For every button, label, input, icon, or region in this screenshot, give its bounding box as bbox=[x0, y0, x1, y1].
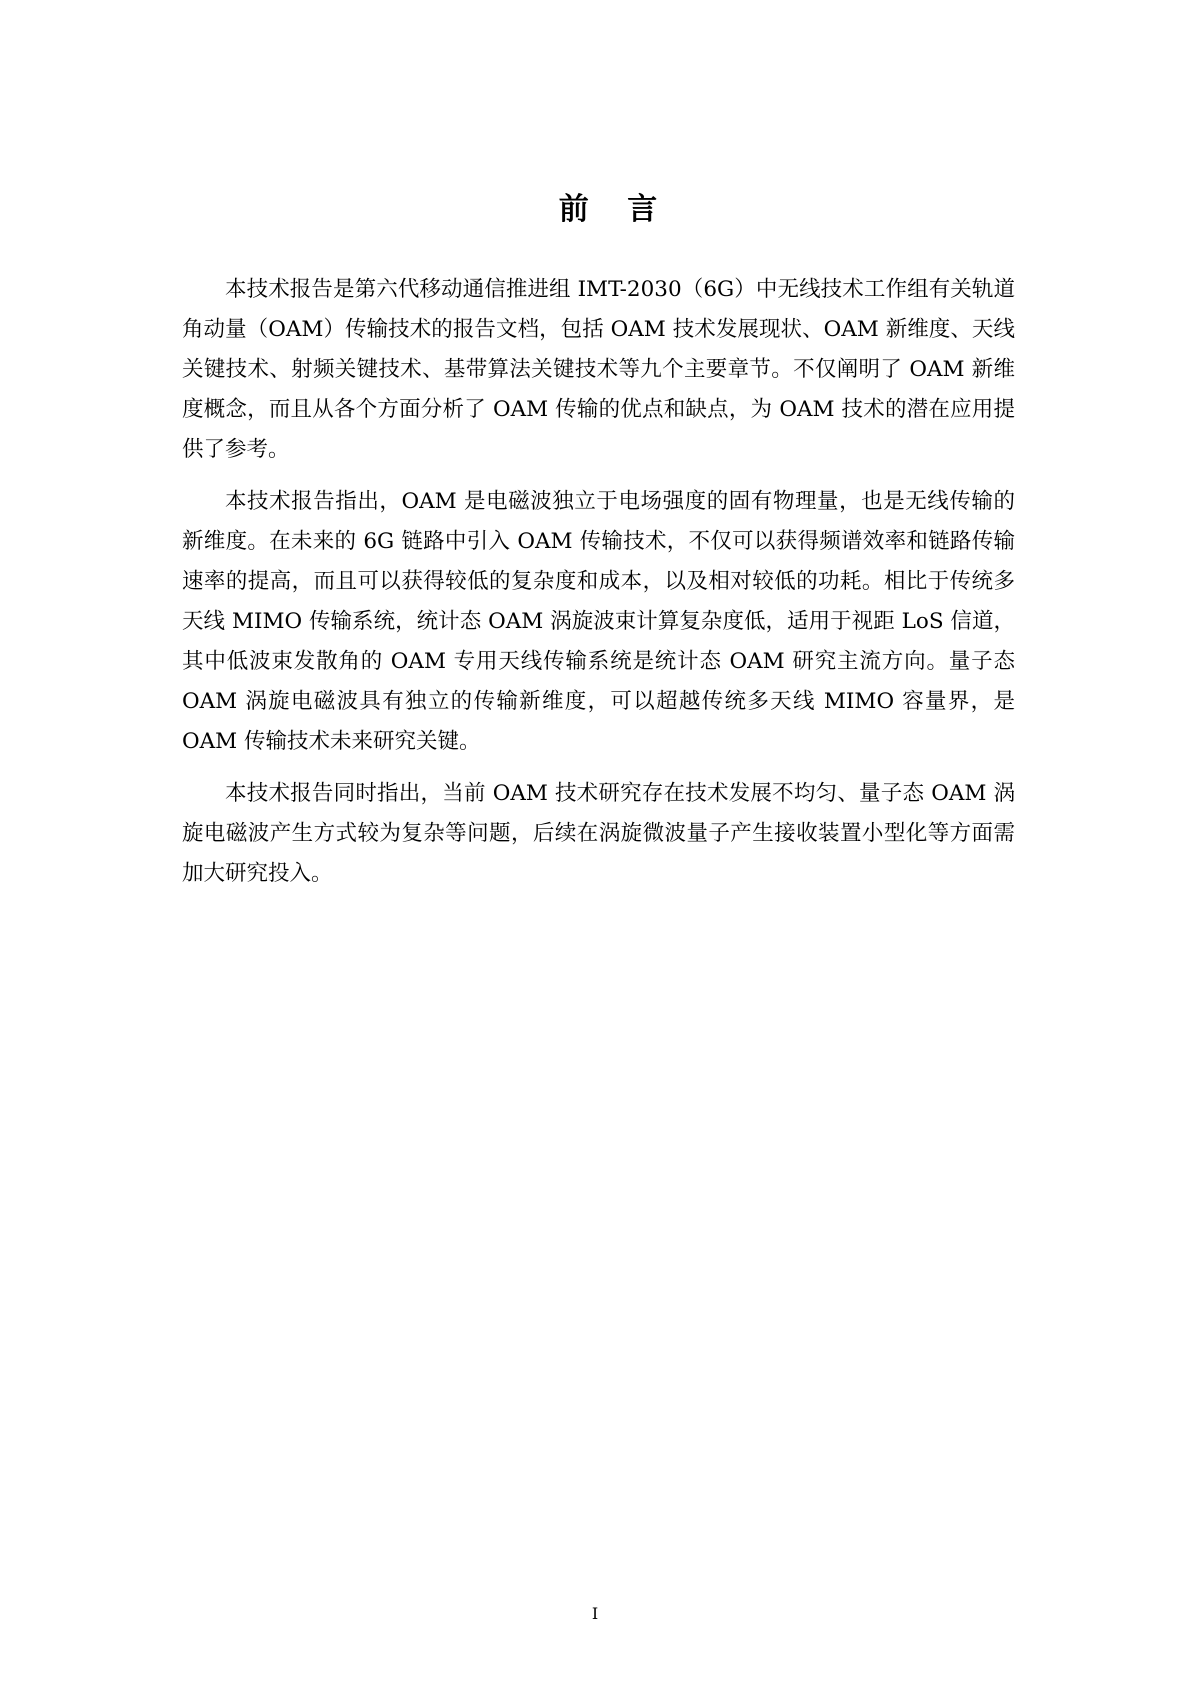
paragraph: 本技术报告指出，OAM 是电磁波独立于电场强度的固有物理量，也是无线传输的新维度。在未来的 6G 链路中引入 OAM 传输技术，不仅可以获得频谱效率和链路传输速率的提高，而且可以获得较低的复杂度和成本，以及相对较低的功耗。相比于传统多天线 MIMO 传输系统，统计态 OAM 涡旋波束计算复杂度低，适用于视距 LoS 信道，其中低波束发散角的 OAM 专用天线传输系统是统计态 OAM 研究主流方向。量子态 OAM 涡旋电磁波具有独立的传输新维度，可以超越传统多天线 MIMO 容量界，是 OAM 传输技术未来研究关键。 bbox=[182, 489, 1015, 754]
page-number: I bbox=[591, 1604, 599, 1623]
paragraph: 本技术报告同时指出，当前 OAM 技术研究存在技术发展不均匀、量子态 OAM 涡旋电磁波产生方式较为复杂等问题，后续在涡旋微波量子产生接收装置小型化等方面需加大研究投入。 bbox=[182, 781, 1015, 886]
page-title: 前 言 bbox=[558, 192, 672, 227]
paragraph: 本技术报告是第六代移动通信推进组 IMT-2030（6G）中无线技术工作组有关轨道角动量（OAM）传输技术的报告文档，包括 OAM 技术发展现状、OAM 新维度、天线关键技术、射频关键技术、基带算法关键技术等九个主要章节。不仅阐明了 OAM 新维度概念，而且从各个方面分析了 OAM 传输的优点和缺点，为 OAM 技术的潜在应用提供了参考。 bbox=[182, 277, 1015, 462]
body-text bbox=[182, 270, 1015, 906]
